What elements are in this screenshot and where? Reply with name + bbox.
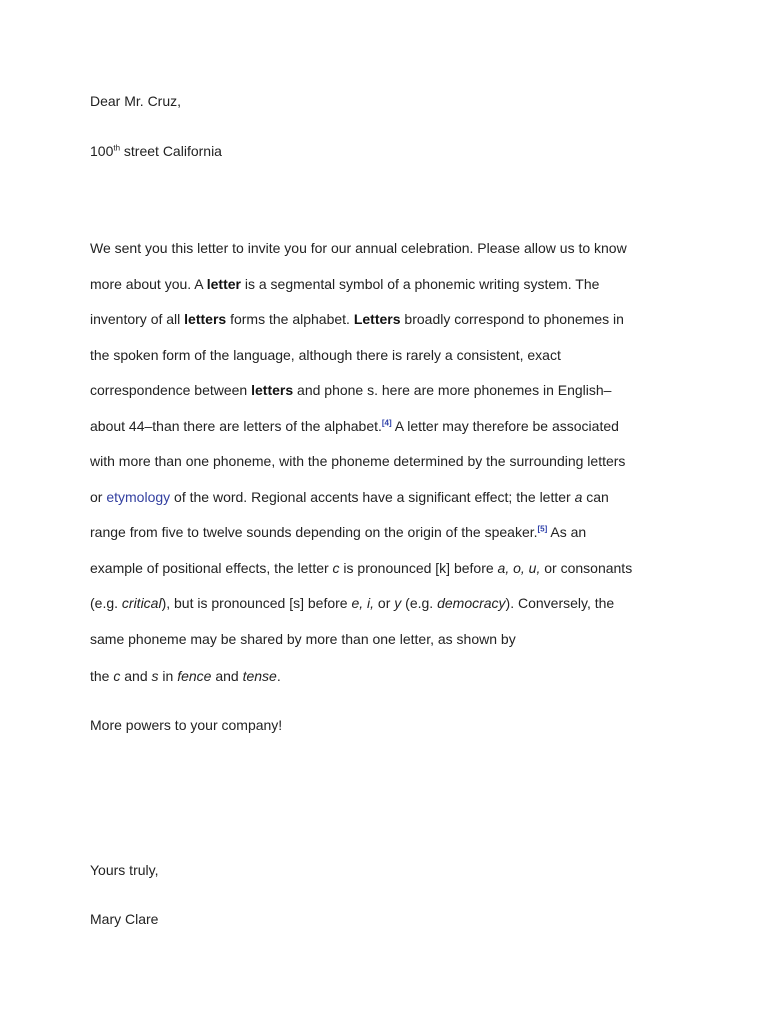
- body-text: is pronounced [k] before: [339, 559, 498, 576]
- body-text: more about you. A: [90, 275, 207, 292]
- body-line: [90, 346, 561, 364]
- body-line: [90, 452, 625, 470]
- citation-link[interactable]: [4]: [381, 417, 392, 427]
- body-text: correspondence between: [90, 382, 252, 398]
- closing-line: More powers to your company!: [90, 717, 283, 733]
- body-line: [90, 488, 609, 506]
- body-line: [90, 239, 627, 257]
- italic-term: a: [574, 488, 583, 505]
- body-line: [90, 559, 632, 577]
- body-text: or: [374, 595, 395, 611]
- body-text: (e.g.: [90, 595, 122, 611]
- body-text: and: [211, 668, 243, 684]
- bold-term: letters: [251, 382, 294, 398]
- sign-off: Yours truly,: [90, 862, 159, 878]
- body-line: [90, 594, 614, 612]
- body-line: [90, 523, 586, 541]
- body-text: forms the alphabet.: [226, 311, 354, 327]
- body-text: and: [120, 668, 152, 684]
- body-text: or consonants: [540, 559, 633, 576]
- body-text: and phone s. here are more phonemes in English–: [293, 382, 612, 398]
- address-ordinal: th: [113, 143, 121, 153]
- italic-term: democracy: [437, 595, 506, 611]
- body-text: same phoneme may be shared by more than one letter, as shown by: [90, 630, 516, 647]
- address-number: 100: [90, 143, 114, 159]
- body-text: in: [158, 668, 178, 684]
- body-text: is a segmental symbol of a phonemic writing system. The: [240, 275, 600, 292]
- body-text: with more than one phoneme, with the phoneme determined by the surrounding letters: [90, 453, 626, 469]
- body-text: the spoken form of the language, although there is rarely a consistent, exact: [90, 346, 561, 363]
- bold-term: letter: [206, 275, 241, 292]
- bold-term: letters: [184, 311, 227, 327]
- body-text: broadly correspond to phonemes in: [400, 311, 624, 327]
- italic-term: e, i,: [351, 595, 375, 611]
- body-line: [90, 667, 281, 685]
- body-text: inventory of all: [90, 311, 185, 327]
- italic-term: s: [151, 668, 159, 684]
- body-text: the: [90, 668, 114, 684]
- bold-term: Letters: [353, 311, 401, 327]
- address: [90, 142, 222, 160]
- body-text: ), but is pronounced [s] before: [161, 595, 352, 611]
- body-text: As an: [547, 524, 587, 540]
- body-line: [90, 275, 599, 293]
- italic-term: critical: [121, 595, 162, 611]
- body-line: [90, 310, 624, 328]
- body-text: or: [90, 488, 107, 505]
- body-text: of the word. Regional accents have a significant effect; the letter: [170, 488, 575, 505]
- greeting: Dear Mr. Cruz,: [90, 93, 182, 109]
- italic-term: tense: [242, 668, 277, 684]
- body-line: [90, 417, 619, 435]
- signature-name: Mary Clare: [90, 911, 159, 927]
- body-text: about 44–than there are letters of the alphabet.: [90, 417, 382, 434]
- body-text: example of positional effects, the letter: [90, 559, 333, 576]
- body-text: can: [582, 488, 609, 505]
- italic-term: c: [332, 559, 340, 576]
- body-text: .: [276, 668, 281, 684]
- body-text: A letter may therefore be associated: [391, 417, 619, 434]
- address-rest: street California: [120, 143, 222, 159]
- body-line: [90, 381, 611, 399]
- citation-link[interactable]: [5]: [537, 524, 548, 534]
- italic-term: a, o, u,: [497, 559, 541, 576]
- body-text: We sent you this letter to invite you for our annual celebration. Please allow us to know: [90, 240, 627, 256]
- etymology-link[interactable]: etymology: [106, 488, 171, 505]
- body-text: (e.g.: [401, 595, 438, 611]
- italic-term: c: [113, 668, 121, 684]
- body-text: range from five to twelve sounds depending on the origin of the speaker.: [90, 524, 538, 540]
- body-line: [90, 630, 516, 648]
- italic-term: y: [394, 595, 402, 611]
- italic-term: fence: [177, 668, 212, 684]
- body-text: ). Conversely, the: [505, 595, 615, 611]
